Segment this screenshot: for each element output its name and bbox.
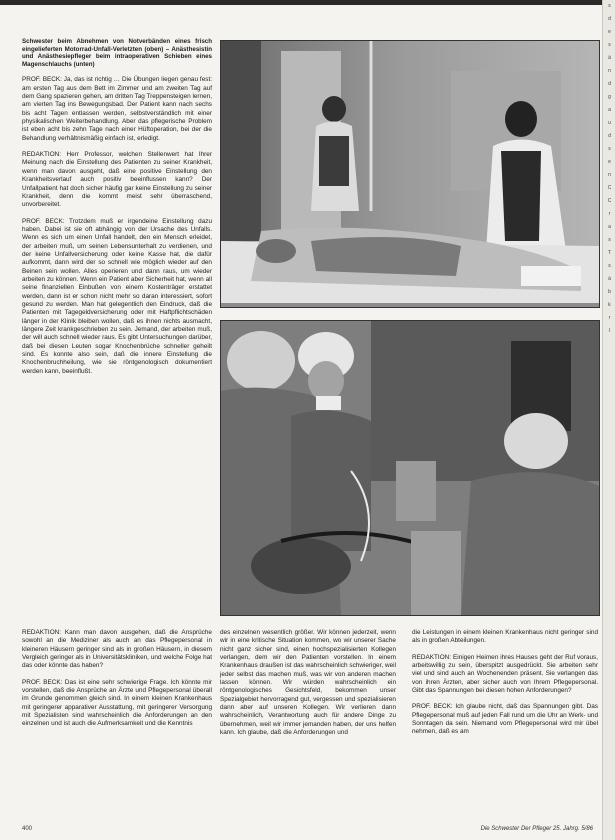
edge-letter: s [608,237,611,243]
edge-letter: r [608,211,611,217]
paragraph: REDAKTION: Herr Professor, welchen Stellenwert hat Ihrer Meinung nach die Einstellung des Patienten zu seiner Krankheit, wenn man davon ausgeht, daß eine positive Einstellung den Krankheitsverlauf auch positiv beeinflussen kann? Der Unfallpatient hat doch sicher häufig gar keine Einstellung zu seiner Krankheit, denn die kommt meist sehr überraschend, unvorbereitet. [22,151,212,209]
edge-letter: r [608,315,611,321]
edge-letter: k [608,302,611,308]
edge-letter: a [608,224,611,230]
edge-letter: g [608,94,611,100]
edge-letter: e [608,159,611,165]
paragraph: PROF. BECK: Das ist eine sehr schwierige Frage. Ich könnte mir vorstellen, daß die Ansprüche an Ärzte und Pflegepersonal überall im Grunde genommen gleich sind. In einem kleinen Krankenhaus mit geringerer apparativer Ausstattung, mit geringerer Versorgung mit Spezialisten sind wahrscheinlich die Anforderungen an den einzelnen und ist auch die Aufmerksamkeit und die Kenntnis [22,678,212,728]
paragraph: PROF. BECK: Trotzdem muß er irgendeine Einstellung dazu haben. Dabei ist sie oft abhängig von der Ursache des Unfalls. Wenn es sich um einen Unfall handelt, den ein Mensch erleidet, der arbeiten muß, um seinen Lebensunterhalt zu verdienen, und der keine Unfallversicherung oder keine Kasse hat, die dafür aufkommt, dann wird der so schnell wie möglich wieder auf den Beinen sein wollen. Alles operieren und dann raus, um wieder arbeiten zu können. Wenn ein Patient aber Sicherheit hat, wenn all seine finanziellen Einbußen von einem Kostenträger erstattet werden, dann ist er schon nicht mehr so daran interessiert, sofort gesund zu werden. Man hat gelegentlich den Eindruck, daß die Patienten mit Tagegeldversicherung oder mit Haftpflichtschäden länger in der Klinik bleiben wollen, daß es ihnen nichts ausmacht, längere Zeit krankgeschrieben zu sein. Jemand, der arbeiten muß, der will auch schnell wieder raus. Es gibt Untersuchungen darüber, daß bei diesen Leuten sogar Knochenbrüche schneller geheilt sind. Es konnte also sein, daß die innere Einstellung die Knochenbruchheilung, wie sie röntgenologisch dokumentiert werden kann, beeinflußt. [22,217,212,375]
bottom-column-2 [220,629,396,745]
edge-letter: d [608,16,611,22]
edge-letter: s [608,3,611,9]
edge-letter: u [608,120,611,126]
paragraph: des einzelnen wesentlich größer. Wir können jederzeit, wenn wir in eine kritische Situation kommen, wo wir unserer Sache nicht ganz sicher sind, einen hochspezialisierten Kollegen verlangen, dem wir den Patienten vorstellen. In einem Krankenhaus draußen ist das wahrscheinlich schwieriger, weil jeder selbst das machen muß, was wir von anderen machen lassen können. Wir würden wahrscheinlich ein röntgenologisches Gesichtsfeld, bekommen unser Spezialgebiet hervorragend gut, vergessen und spezialisieren dann aber auf unseren Kollegen. Wir verlieren dann wahrscheinlich, Verantwortung auch für andere Dinge zu übernehmen, weil wir immer jemanden haben, der uns helfen kann. Ich glaube, daß die Anforderungen und [220,629,396,737]
edge-letter: s [608,42,611,48]
paragraph: REDAKTION: Kann man davon ausgehen, daß die Ansprüche sowohl an die Mediziner als auch an das Pflegepersonal in kleineren Häusern geringer sind als in großen Häusern, in diesem Vergleich geringer als in Universitätskliniken, und welche Folge hat das oder könnte das haben? [22,629,212,670]
edge-letter: l [608,328,611,334]
edge-letter: ä [608,276,611,282]
edge-letter: n [608,172,611,178]
paragraph: PROF. BECK: Ja, das ist richtig … Die Übungen liegen genau fest: am ersten Tag aus dem Bett im Zimmer und am zweiten Tag auf dem Gang spazieren gehen, am dritten Tag Treppensteigen lernen, am vierten Tag ins Bewegungsbad. Der Patient kann nach sechs bis acht Tagen entlassen werden, selbstverständlich mit einer physikalischen Weiterbehandlung. Aber das pflegerische Problem ist eben acht bis zehn Tage nach einer Hüftoperation, bei der die Behandlung verhältnismäßig einfach ist, erledigt. [22,76,212,142]
bottom-column-3 [412,629,598,745]
paragraph: PROF. BECK: Ich glaube nicht, daß das Spannungen gibt. Das Pflegepersonal muß auf jeden Fall rund um die Uhr an Werk- und Sonntagen da sein. Niemand vom Pflegepersonal wird mir übel nehmen, daß es am [412,703,598,736]
edge-letter: ä [608,55,611,61]
edge-letter: s [608,146,611,152]
bottom-column-1 [22,629,212,737]
photo-nurse-removing-bandages [220,40,600,308]
edge-letter: C [607,185,612,191]
page-number: 400 [22,826,33,832]
edge-letter: s [608,263,611,269]
adjacent-page-edge [602,0,615,840]
edge-letter: e [608,29,611,35]
edge-letter: b [608,289,611,295]
top-scan-edge [0,0,615,5]
left-column [22,38,212,384]
edge-letter: n [608,68,611,74]
paragraph: die Leistungen in einem kleinen Krankenhaus nicht geringer sind als in großen Abteilungen. [412,629,598,645]
edge-letter: a [608,107,611,113]
edge-letter: T [607,250,612,256]
edge-letter: d [608,133,611,139]
publication-source: Die Schwester Der Pfleger 25. Jahrg. 5/86 [480,826,593,832]
edge-letter: C [607,198,612,204]
paragraph: REDAKTION: Einigen Heimen ihres Hauses geht der Ruf voraus, arbeitswillig zu sein, überspitzt ausgedrückt. Sie arbeiten sehr viel und sind auch an Wochenenden präsent. Sie verlangen das von ihren Ärzten, aber sicher auch von Ihrem Pflegepersonal. Gibt das Spannungen bei diesen hohen Anforderungen? [412,653,598,695]
photo-caption: Schwester beim Abnehmen von Notverbänden eines frisch eingelieferten Motorrad-Unfall-Verletzten (oben) – Anästhesistin und Anästhesiepfleger beim intraoperativen Schieben eines Magenschlauchs (unten) [22,38,212,68]
edge-letter: d [608,81,611,87]
photo-anesthesia-team [220,320,600,616]
